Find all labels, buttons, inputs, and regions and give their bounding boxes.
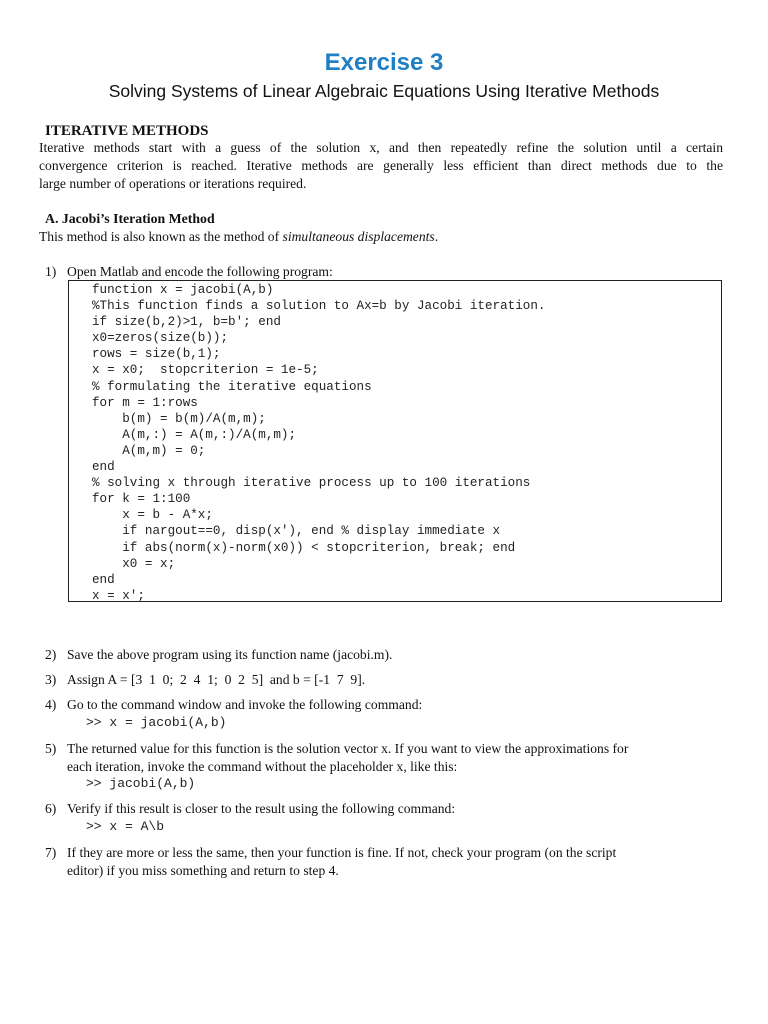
step-number: 7) (45, 845, 57, 860)
intro-line: large number of operations or iterations required. (39, 176, 307, 191)
step-number: 5) (45, 741, 57, 756)
code-line: function x = jacobi(A,b) (92, 283, 274, 297)
code-line: for k = 1:100 (92, 492, 191, 507)
step-text-line: The returned value for this function is the solution vector x. If you want to view the approximations for (67, 741, 629, 756)
method-note-suffix: . (434, 229, 439, 244)
intro-line: convergence criterion is reached. Iterative methods are generally less efficient than direct methods due to the (39, 158, 723, 173)
code-line: A(m,:) = A(m,:)/A(m,m); (92, 427, 297, 442)
code-line: x0 = x; (92, 556, 176, 571)
intro-paragraph (39, 139, 723, 193)
step-text (67, 740, 727, 776)
step-text-line: each iteration, invoke the command without the placeholder x, like this: (67, 759, 458, 774)
method-note-prefix: This method is also known as the method of (39, 229, 283, 244)
code-line: x0=zeros(size(b)); (92, 331, 229, 346)
code-line: for m = 1:rows (92, 395, 198, 410)
step-text (67, 844, 727, 880)
code-line: if abs(norm(x)-norm(x0)) < stopcriterion, break; end (92, 540, 516, 555)
page-subtitle: Solving Systems of Linear Algebraic Equations Using Iterative Methods (108, 81, 660, 101)
step-number: 1) (45, 264, 57, 279)
step-number: 2) (45, 647, 57, 662)
code-line: rows = size(b,1); (92, 347, 221, 362)
method-note-emphasis: simultaneous displacements (282, 229, 435, 244)
command-line: >> jacobi(A,b) (86, 776, 196, 791)
code-line: end (92, 572, 115, 587)
code-block (68, 280, 722, 602)
jacobi-heading: A. Jacobi’s Iteration Method (45, 211, 215, 226)
code-line: if nargout==0, disp(x'), end % display immediate x (92, 524, 501, 539)
command-line: >> x = jacobi(A,b) (86, 715, 227, 730)
command-line: >> x = A\b (86, 819, 165, 834)
step-text: Assign A = [3 1 0; 2 4 1; 0 2 5] and b = [-1 7 9]. (67, 672, 366, 687)
step-text-line: editor) if you miss something and return to step 4. (67, 863, 339, 878)
code-line: b(m) = b(m)/A(m,m); (92, 411, 266, 426)
section-heading: ITERATIVE METHODS (45, 123, 209, 139)
code-line: % formulating the iterative equations (92, 379, 372, 394)
code-line: end (92, 460, 115, 475)
intro-line: Iterative methods start with a guess of the solution x, and then repeatedly refine the solution until a certain (39, 140, 723, 155)
step-number: 3) (45, 672, 57, 687)
code-line: x = x'; (92, 588, 145, 603)
step-text: Save the above program using its function name (jacobi.m). (67, 647, 393, 662)
step-number: 6) (45, 801, 57, 816)
step-text: Open Matlab and encode the following program: (67, 264, 333, 279)
code-line: %This function finds a solution to Ax=b by Jacobi iteration. (92, 299, 546, 314)
code-line: x = b - A*x; (92, 508, 213, 523)
code-line: % solving x through iterative process up to 100 iterations (92, 476, 531, 491)
code-line: A(m,m) = 0; (92, 443, 206, 458)
method-note (39, 228, 438, 246)
step-number: 4) (45, 697, 57, 712)
step-text: Verify if this result is closer to the result using the following command: (67, 801, 456, 816)
step-text-line: If they are more or less the same, then your function is fine. If not, check your program (on the script (67, 845, 617, 860)
code-line: x = x0; stopcriterion = 1e-5; (92, 363, 319, 378)
page-title: Exercise 3 (324, 49, 444, 76)
code-line: if size(b,2)>1, b=b'; end (92, 315, 281, 330)
step-text: Go to the command window and invoke the following command: (67, 697, 423, 712)
